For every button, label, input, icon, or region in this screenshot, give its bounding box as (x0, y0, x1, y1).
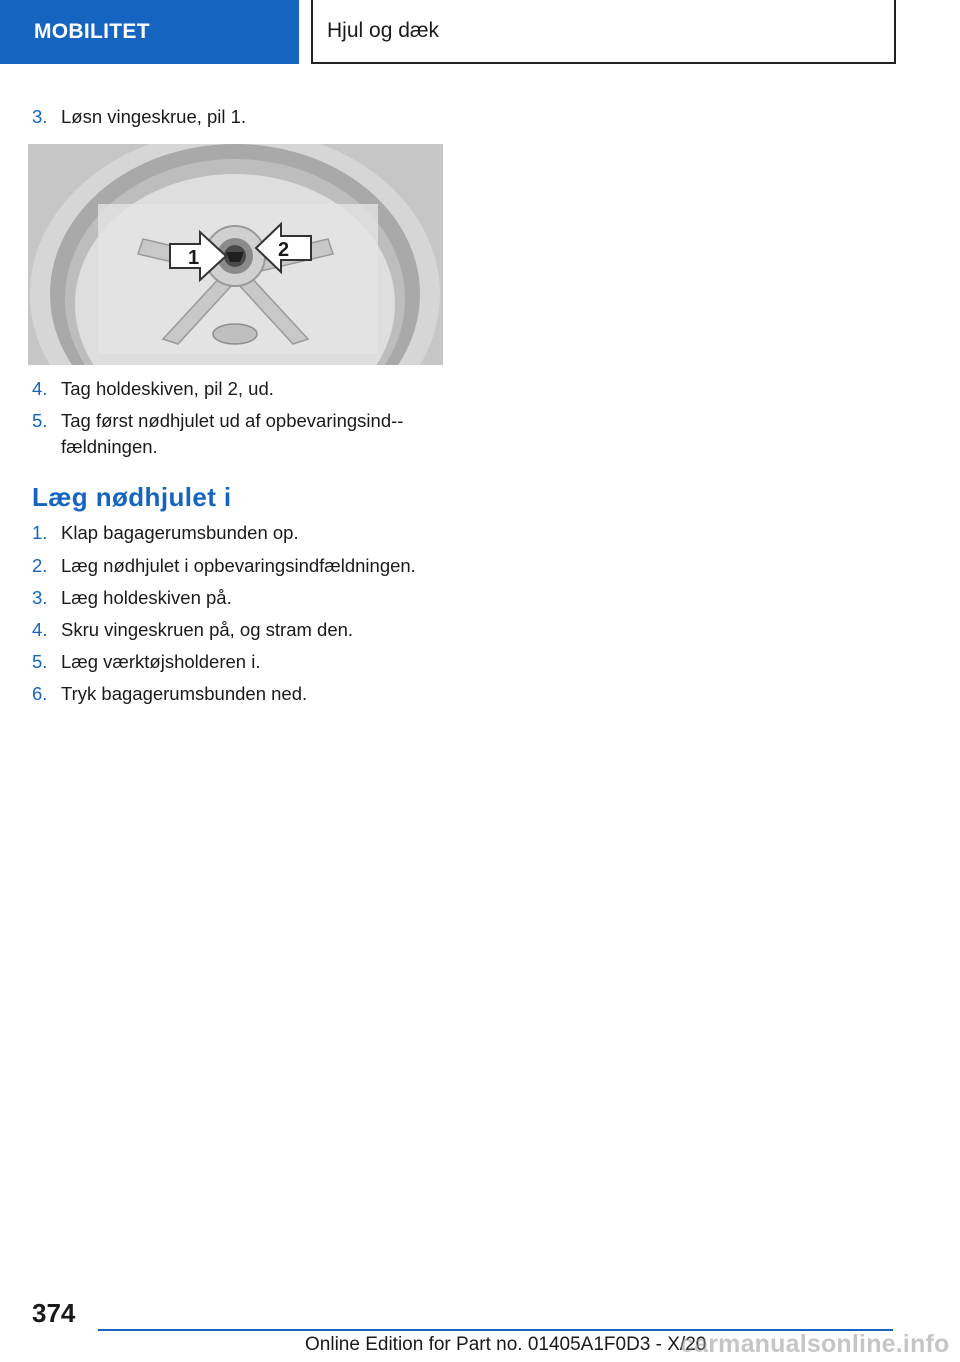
arrow-label-2: 2 (278, 239, 290, 261)
step-text: Læg værktøjsholderen i. (61, 651, 261, 672)
step-number: 1. (32, 522, 48, 543)
list-item (32, 649, 452, 675)
step-text: Skru vingeskruen på, og stram den. (61, 619, 354, 640)
list-item (32, 408, 452, 460)
step-number: 6. (32, 683, 48, 704)
chapter-title: Hjul og dæk (327, 19, 440, 42)
section-title: MOBILITET (34, 20, 150, 43)
step-text: Tag holdeskiven, pil 2, ud. (61, 378, 274, 399)
section-tab (0, 0, 299, 64)
list-item (32, 376, 452, 402)
step-text: Læg holdeskiven på. (61, 587, 232, 608)
page-number: 374 (32, 1298, 76, 1328)
list-item (32, 617, 452, 643)
chapter-tab (311, 0, 896, 64)
spare-wheel-illustration (28, 144, 443, 365)
edition-note: Online Edition for Part no. 01405A1F0D3 - X/20 (305, 1334, 707, 1355)
list-item (32, 553, 452, 579)
step-number: 4. (32, 619, 48, 640)
step-number: 5. (32, 410, 48, 431)
list-item (32, 585, 452, 611)
step-number: 3. (32, 587, 48, 608)
step-number: 5. (32, 651, 48, 672)
step-text: Løsn vingeskrue, pil 1. (61, 106, 247, 127)
list-item (32, 104, 452, 130)
step-number: 3. (32, 106, 48, 127)
watermark: carmanualsonline.info (680, 1330, 950, 1358)
section-heading: Læg nødhjulet i (32, 482, 232, 512)
step-text: Tryk bagagerumsbunden ned. (61, 683, 308, 704)
step-text: Læg nødhjulet i opbevaringsindfældningen. (61, 555, 416, 576)
step-text: Klap bagagerumsbunden op. (61, 522, 299, 543)
step-text: Tag først nødhjulet ud af opbevaringsind-fældningen. (61, 410, 404, 457)
arrow-label-1: 1 (188, 247, 200, 269)
step-number: 2. (32, 555, 48, 576)
step-number: 4. (32, 378, 48, 399)
list-item (32, 520, 452, 546)
list-item (32, 681, 452, 707)
